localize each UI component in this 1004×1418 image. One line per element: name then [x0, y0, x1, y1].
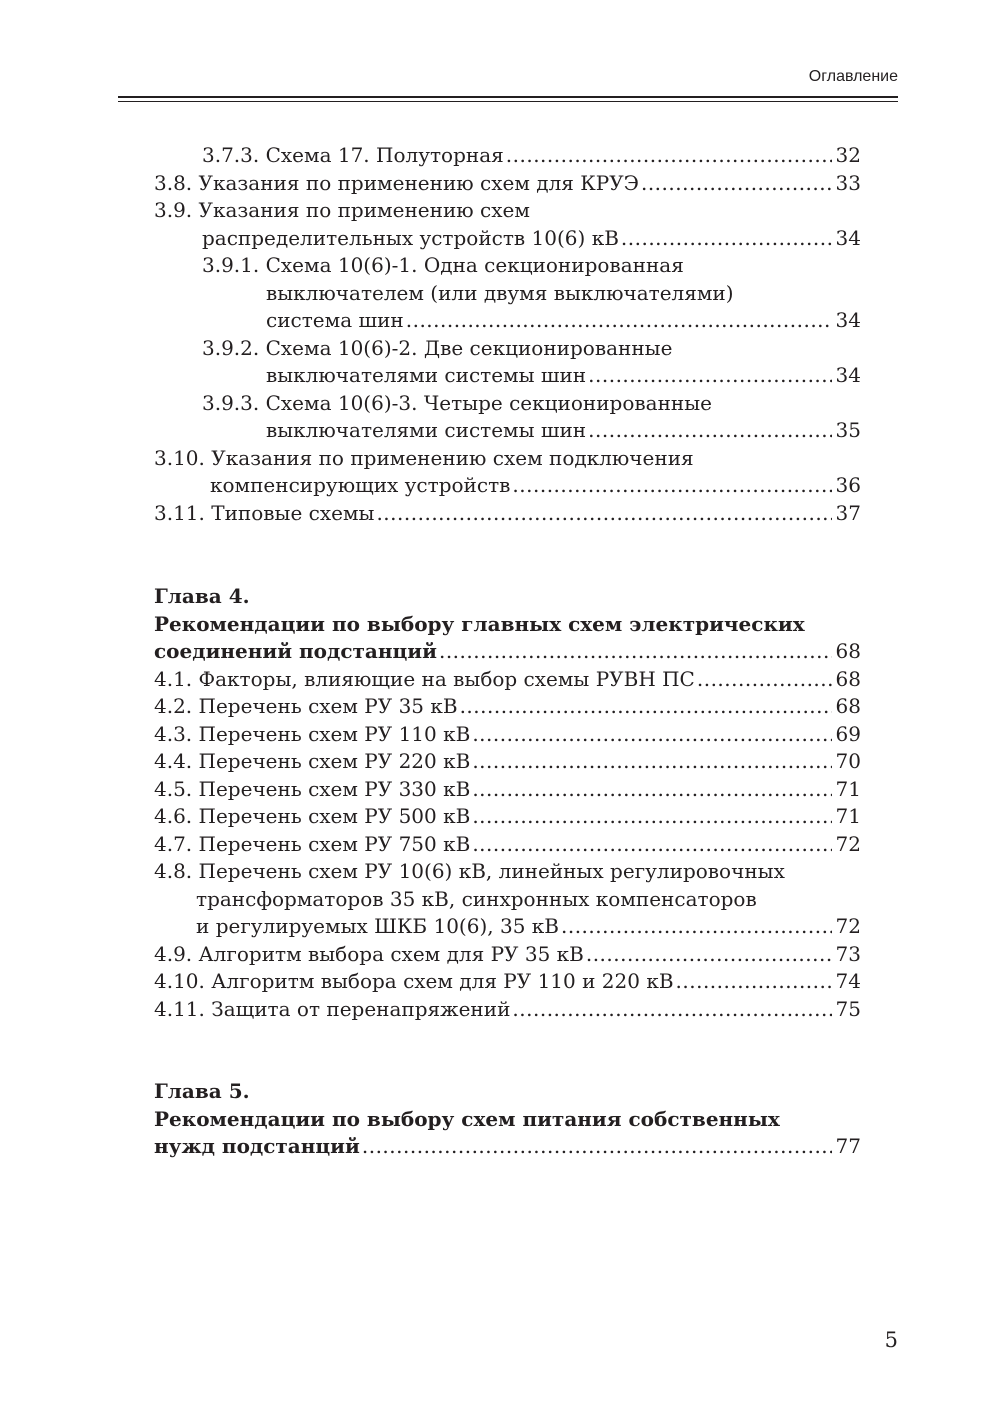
toc-entry-3-9-2-cont[interactable]: выключателями системы шин ..... 34	[154, 362, 861, 390]
chapter-5-title[interactable]: Рекомендации по выбору схем питания собственных	[154, 1106, 861, 1134]
toc-entry-4-5[interactable]: 4.5. Перечень схем РУ 330 кВ ..... 71	[154, 776, 861, 804]
leader-dots	[406, 307, 832, 335]
leader-dots	[472, 831, 831, 859]
leader-dots	[512, 472, 831, 500]
chapter-4-title[interactable]: Рекомендации по выбору главных схем электрических	[154, 611, 861, 639]
chapter-4-title-cont[interactable]: соединений подстанций ..... 68	[154, 638, 861, 666]
toc-entry-4-6[interactable]: 4.6. Перечень схем РУ 500 кВ ..... 71	[154, 803, 861, 831]
leader-dots	[561, 913, 832, 941]
leader-dots	[512, 996, 831, 1024]
header-rule-thick	[118, 96, 898, 98]
toc-entry-4-8-cont2[interactable]: и регулируемых ШКБ 10(6), 35 кВ ..... 72	[154, 913, 861, 941]
toc-entry-4-7[interactable]: 4.7. Перечень схем РУ 750 кВ ..... 72	[154, 831, 861, 859]
leader-dots	[697, 666, 832, 694]
leader-dots	[676, 968, 832, 996]
leader-dots	[472, 776, 831, 804]
leader-dots	[588, 417, 831, 445]
chapter-5-label: Глава 5.	[154, 1078, 861, 1106]
running-head: Оглавление	[808, 68, 898, 85]
toc-entry-4-2[interactable]: 4.2. Перечень схем РУ 35 кВ ..... 68	[154, 693, 861, 721]
leader-dots	[376, 500, 831, 528]
toc-entry-3-9-2[interactable]: 3.9.2. Схема 10(6)-2. Две секционированные	[154, 335, 861, 363]
leader-dots	[472, 721, 831, 749]
leader-dots	[588, 362, 831, 390]
toc-entry-4-4[interactable]: 4.4. Перечень схем РУ 220 кВ ..... 70	[154, 748, 861, 776]
table-of-contents	[154, 142, 861, 1161]
toc-entry-3-9-1[interactable]: 3.9.1. Схема 10(6)-1. Одна секционированная	[154, 252, 861, 280]
toc-entry-4-9[interactable]: 4.9. Алгоритм выбора схем для РУ 35 кВ ..... 73	[154, 941, 861, 969]
leader-dots	[439, 638, 832, 666]
toc-entry-4-8[interactable]: 4.8. Перечень схем РУ 10(6) кВ, линейных регулировочных	[154, 858, 861, 886]
toc-entry-4-8-cont1[interactable]: трансформаторов 35 кВ, синхронных компенсаторов	[154, 886, 861, 914]
toc-entry-3-7-3[interactable]: 3.7.3. Схема 17. Полуторная ..... 32	[154, 142, 861, 170]
leader-dots	[506, 142, 832, 170]
toc-entry-3-9-3[interactable]: 3.9.3. Схема 10(6)-3. Четыре секционированные	[154, 390, 861, 418]
leader-dots	[362, 1133, 832, 1161]
toc-entry-3-11[interactable]: 3.11. Типовые схемы ..... 37	[154, 500, 861, 528]
toc-entry-3-9-3-cont[interactable]: выключателями системы шин ..... 35	[154, 417, 861, 445]
toc-entry-4-1[interactable]: 4.1. Факторы, влияющие на выбор схемы РУВН ПС ..... 68	[154, 666, 861, 694]
toc-entry-3-9-cont[interactable]: распределительных устройств 10(6) кВ ..... 34	[154, 225, 861, 253]
header-rule-thin	[118, 101, 898, 102]
leader-dots	[586, 941, 832, 969]
toc-entry-3-9-1-cont1[interactable]: выключателем (или двумя выключателями)	[154, 280, 861, 308]
toc-entry-3-10[interactable]: 3.10. Указания по применению схем подключения	[154, 445, 861, 473]
leader-dots	[472, 803, 831, 831]
leader-dots	[641, 170, 832, 198]
leader-dots	[472, 748, 831, 776]
toc-entry-4-3[interactable]: 4.3. Перечень схем РУ 110 кВ ..... 69	[154, 721, 861, 749]
toc-entry-3-8[interactable]: 3.8. Указания по применению схем для КРУЭ ..... 33	[154, 170, 861, 198]
page-number: 5	[884, 1328, 898, 1352]
toc-entry-4-11[interactable]: 4.11. Защита от перенапряжений ..... 75	[154, 996, 861, 1024]
chapter-4-label: Глава 4.	[154, 583, 861, 611]
leader-dots	[621, 225, 832, 253]
toc-entry-3-9[interactable]: 3.9. Указания по применению схем	[154, 197, 861, 225]
toc-entry-3-9-1-cont2[interactable]: система шин ..... 34	[154, 307, 861, 335]
toc-entry-4-10[interactable]: 4.10. Алгоритм выбора схем для РУ 110 и 220 кВ ..... 74	[154, 968, 861, 996]
toc-entry-3-10-cont[interactable]: компенсирующих устройств ..... 36	[154, 472, 861, 500]
chapter-5-title-cont[interactable]: нужд подстанций ..... 77	[154, 1133, 861, 1161]
leader-dots	[460, 693, 832, 721]
